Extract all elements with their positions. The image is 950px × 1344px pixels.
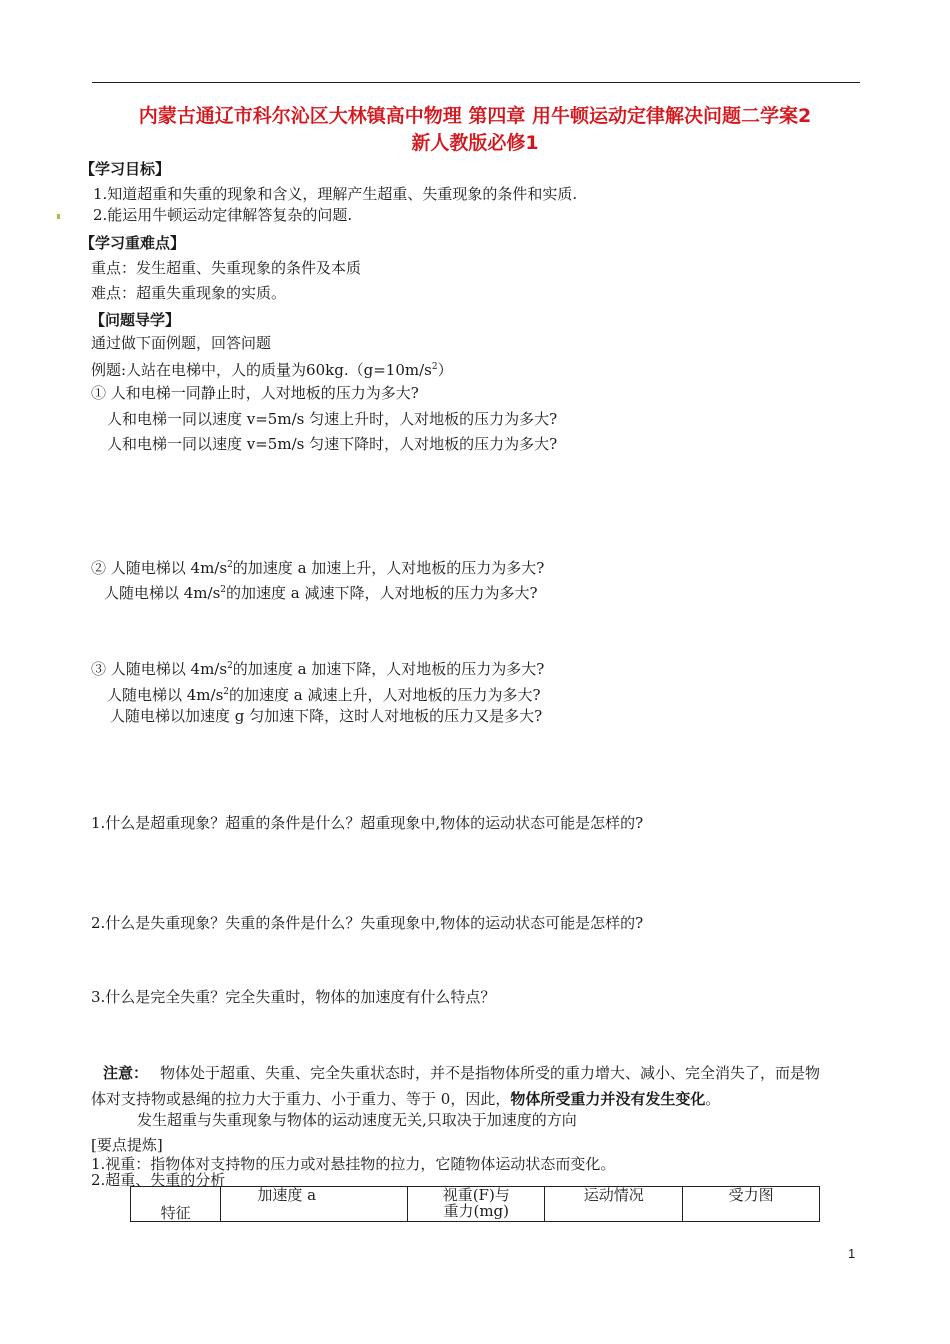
summary-heading: [要点提炼] [91, 1136, 163, 1154]
overweight-table [130, 1186, 820, 1222]
table-row [131, 1187, 820, 1222]
example-statement: 例题:人站在电梯中，人的质量为$60kg.(g=10m/s^2)$ [91, 361, 453, 379]
note-line-3: 发生超重与失重现象与物体的运动速度无关,只取决于加速度的方向 [137, 1111, 577, 1129]
question-3a: ③ 人随电梯以 $4m/s^2$的加速度 a 加速下降，人对地板的压力为多大? [91, 660, 545, 678]
page-title-line1: 内蒙古通辽市科尔沁区大林镇高中物理 第四章 用牛顿运动定律解决问题二学案2 [138, 105, 812, 127]
summary-item-2: 2.超重、失重的分析 [91, 1171, 226, 1189]
guide-heading: 【问题导学】 [90, 311, 181, 329]
guide-intro: 通过做下面例题，回答问题 [91, 334, 272, 352]
question-2a: ② 人随电梯以 $4m/s^2$的加速度 a 加速上升，人对地板的压力为多大? [91, 559, 545, 577]
table-header-motion: 运动情况 [545, 1187, 683, 1222]
concept-question-2: 2.什么是失重现象？失重的条件是什么？失重现象中,物体的运动状态可能是怎样的? [91, 914, 644, 932]
question-3b: 人随电梯以 $4m/s^2$的加速度 a 减速上升，人对地板的压力为多大? [107, 686, 541, 704]
concept-question-1: 1.什么是超重现象？超重的条件是什么？超重现象中,物体的运动状态可能是怎样的? [91, 814, 644, 832]
question-3c: 人随电梯以加速度 g 匀加速下降，这时人对地板的压力又是多大? [110, 707, 543, 725]
page-title-line2: 新人教版必修1 [411, 132, 539, 154]
difficult-point: 难点：超重失重现象的实质。 [91, 284, 287, 302]
question-1c: 人和电梯一同以速度 v=5m/s 匀速下降时，人对地板的压力为多大? [107, 435, 558, 453]
note-line-2: 体对支持物或悬绳的拉力大于重力、小于重力、等于 0，因此，物体所受重力并没有发生变化。 [91, 1090, 721, 1108]
note-line-1: 注意： 物体处于超重、失重、完全失重状态时，并不是指物体所受的重力增大、减小、完全消失了，而是物 [103, 1064, 821, 1082]
question-1a: ① 人和电梯一同静止时，人对地板的压力为多大? [91, 384, 419, 402]
table-header-feature: 特征 [131, 1187, 221, 1222]
goal-item-2: 2.能运用牛顿运动定律解答复杂的问题. [93, 206, 353, 224]
table-header-acceleration: 加速度 a [221, 1187, 408, 1222]
header-rule [92, 82, 860, 83]
note-label: 注意： [103, 1064, 149, 1082]
question-2b: 人随电梯以 $4m/s^2$的加速度 a 减速下降，人对地板的压力为多大? [104, 584, 538, 602]
page-number: 1 [848, 1246, 856, 1261]
concept-question-3: 3.什么是完全失重？完全失重时，物体的加速度有什么特点？ [91, 988, 496, 1006]
goals-heading: 【学习目标】 [80, 160, 171, 178]
goal-item-1: 1.知道超重和失重的现象和含义，理解产生超重、失重现象的条件和实质. [93, 185, 578, 203]
key-point: 重点：发生超重、失重现象的条件及本质 [91, 259, 362, 277]
table-header-force-diagram: 受力图 [683, 1187, 820, 1222]
summary-item-1: 1.视重：指物体对支持物的压力或对悬挂物的拉力，它随物体运动状态而变化。 [91, 1155, 616, 1173]
scan-speck [57, 214, 60, 219]
table-header-apparent-weight: 视重(F)与 重力(mg) [408, 1187, 545, 1222]
key-points-heading: 【学习重难点】 [80, 234, 186, 252]
question-1b: 人和电梯一同以速度 v=5m/s 匀速上升时，人对地板的压力为多大? [107, 410, 558, 428]
